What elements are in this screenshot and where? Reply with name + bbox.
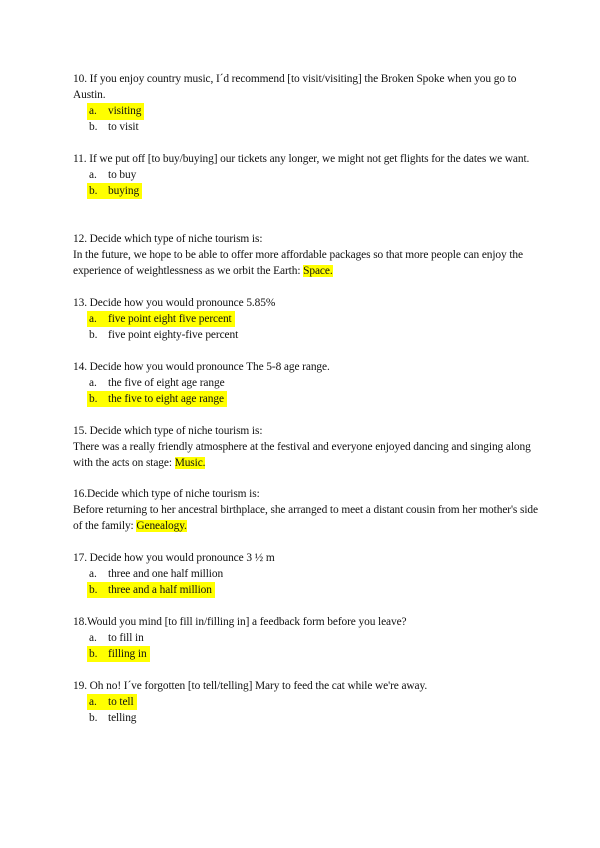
question-body (73, 247, 543, 279)
question-stem: 11. If we put off [to buy/buying] our tickets any longer, we might not get flights for the dates we want. (73, 153, 530, 165)
option-letter: b. (89, 329, 98, 342)
option-a (89, 311, 543, 327)
option-letter: a. (89, 568, 97, 581)
question-17 (73, 550, 543, 598)
option-letter: b. (89, 712, 98, 725)
option-b (89, 710, 543, 726)
option-letter: b. (87, 183, 108, 199)
option-a (89, 103, 543, 119)
question-stem: 12. Decide which type of niche tourism is: (73, 233, 263, 245)
question-14 (73, 359, 543, 407)
option-b (89, 183, 543, 199)
scenario-text: There was a really friendly atmosphere at the festival and everyone enjoyed dancing and singing along with the acts on stage: (73, 441, 531, 470)
question-15 (73, 423, 543, 472)
option-letter: a. (87, 694, 108, 710)
option-text: the five to eight age range (108, 391, 227, 407)
option-b (89, 646, 543, 662)
option-letter: a. (89, 632, 97, 645)
question-stem: 19. Oh no! I´ve forgotten [to tell/telling] Mary to feed the cat while we're away. (73, 680, 428, 692)
question-13 (73, 295, 543, 343)
scenario-text: In the future, we hope to be able to offer more affordable packages so that more people can enjoy the experience of weightlessness as we orbit the Earth: (73, 249, 523, 278)
option-text: visiting (108, 103, 144, 119)
option-text: three and a half million (108, 582, 215, 598)
option-text: five point eighty-five percent (108, 329, 239, 342)
option-b (89, 391, 543, 407)
option-text: filling in (108, 646, 150, 662)
question-11 (73, 151, 543, 199)
option-b (89, 582, 543, 598)
question-19 (73, 678, 543, 726)
question-10 (73, 71, 543, 135)
question-stem: 17. Decide how you would pronounce 3 ½ m (73, 552, 275, 564)
option-text: to buy (108, 169, 137, 182)
option-text: buying (108, 183, 142, 199)
option-a (89, 630, 543, 646)
option-letter: a. (89, 169, 97, 182)
question-stem: 13. Decide how you would pronounce 5.85% (73, 297, 276, 309)
option-a (89, 566, 543, 582)
question-12 (73, 231, 543, 280)
option-text: telling (108, 712, 137, 725)
question-stem: 15. Decide which type of niche tourism is: (73, 425, 263, 437)
question-body (73, 439, 543, 471)
option-letter: b. (87, 391, 108, 407)
option-letter: b. (87, 646, 108, 662)
option-letter: b. (87, 582, 108, 598)
option-b (89, 327, 543, 343)
question-body (73, 502, 543, 534)
option-letter: a. (89, 377, 97, 390)
scenario-text: Before returning to her ancestral birthplace, she arranged to meet a distant cousin from her mother's side of the family: (73, 504, 538, 533)
option-text: to fill in (108, 632, 144, 645)
question-stem: 18.Would you mind [to fill in/filling in] a feedback form before you leave? (73, 616, 407, 628)
option-letter: b. (89, 121, 98, 134)
question-16 (73, 486, 543, 535)
option-b (89, 119, 543, 135)
option-letter: a. (87, 311, 108, 327)
question-stem: 16.Decide which type of niche tourism is: (73, 488, 260, 500)
option-text: to tell (108, 694, 137, 710)
question-stem: 14. Decide how you would pronounce The 5-8 age range. (73, 361, 330, 373)
option-a (89, 375, 543, 391)
option-a (89, 694, 543, 710)
question-stem: 10. If you enjoy country music, I´d recommend [to visit/visiting] the Broken Spoke when you go to Austin. (73, 73, 517, 102)
option-text: to visit (108, 121, 139, 134)
option-a (89, 167, 543, 183)
option-text: three and one half million (108, 568, 224, 581)
option-text: five point eight five percent (108, 311, 235, 327)
answer-highlight: Genealogy. (136, 520, 187, 533)
option-text: the five of eight age range (108, 377, 225, 390)
option-letter: a. (87, 103, 108, 119)
answer-highlight: Music. (174, 457, 206, 470)
question-18 (73, 614, 543, 662)
answer-highlight: Space. (303, 265, 333, 278)
